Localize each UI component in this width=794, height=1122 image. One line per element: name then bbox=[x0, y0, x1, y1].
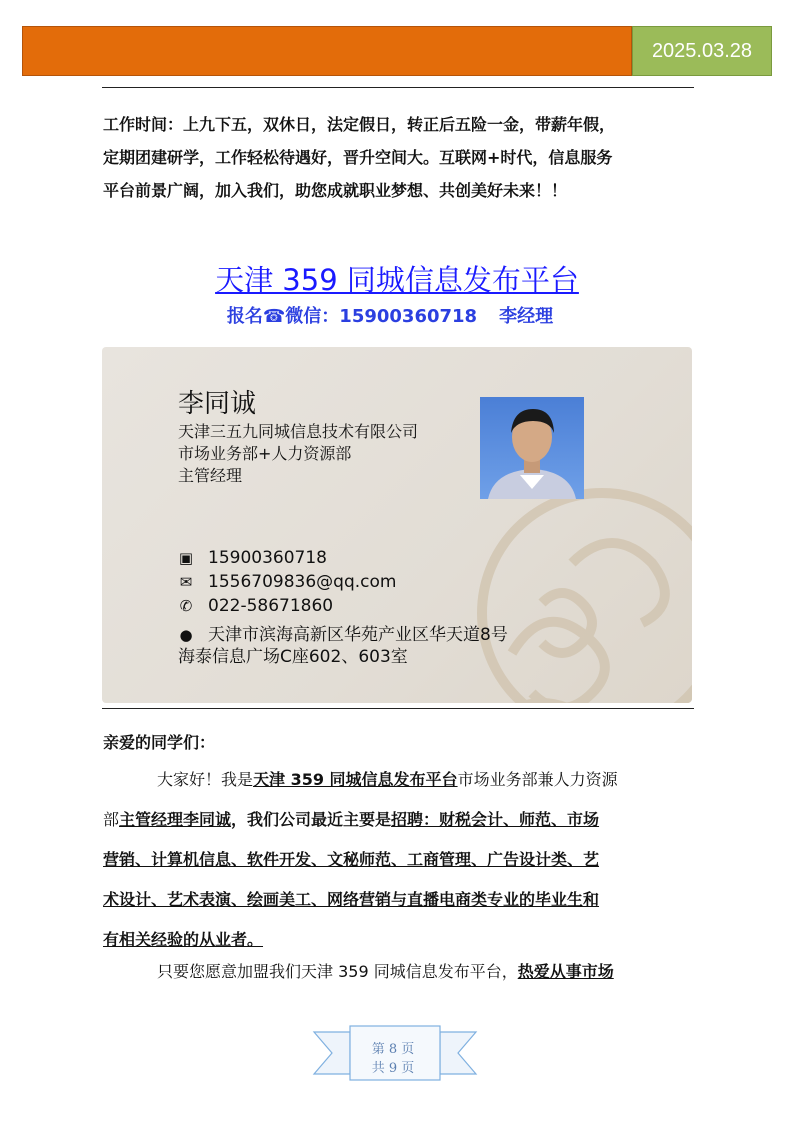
page-current: 第 8 页 bbox=[371, 1042, 415, 1057]
card-address-row-2 bbox=[178, 642, 408, 667]
letter-line: 有相关经验的从业者。 bbox=[103, 930, 264, 949]
card-address-line1: 天津市滨海高新区华苑产业区华天道8号 bbox=[208, 625, 508, 645]
card-mobile-row bbox=[178, 548, 327, 568]
card-phone-row bbox=[178, 596, 333, 616]
business-card-image bbox=[102, 347, 692, 703]
letter-paragraph-1 bbox=[103, 760, 683, 960]
phone-icon: ✆ bbox=[179, 597, 193, 615]
recruit-emphasis: 招聘：财税会计、师范、市场 bbox=[391, 810, 600, 829]
intro-line: 工作时间：上九下五，双休日，法定假日，转正后五险一金，带薪年假， bbox=[103, 115, 616, 134]
card-mobile: 15900360718 bbox=[208, 548, 327, 568]
card-position: 主管经理 bbox=[178, 466, 243, 485]
card-department: 市场业务部+人力资源部 bbox=[178, 444, 352, 463]
signup-wechat: 报名☎微信：15900360718 bbox=[226, 306, 478, 327]
platform-title-link[interactable]: 天津 359 同城信息发布平台 bbox=[215, 263, 579, 297]
intro-paragraph bbox=[103, 108, 683, 207]
platform-name-emphasis: 天津 359 同城信息发布平台 bbox=[253, 770, 458, 789]
location-icon: ● bbox=[179, 626, 193, 644]
card-address-line2: 海泰信息广场C座602、603室 bbox=[178, 647, 408, 667]
intro-line: 定期团建研学，工作轻松待遇好，晋升空间大。互联网+时代，信息服务 bbox=[103, 148, 613, 167]
mail-icon: ✉ bbox=[179, 573, 193, 591]
mobile-icon: ▣ bbox=[178, 549, 194, 567]
header-divider bbox=[102, 87, 694, 88]
card-email: 1556709836@qq.com bbox=[208, 572, 397, 592]
letter-paragraph-2 bbox=[103, 952, 683, 992]
header-bar bbox=[22, 26, 632, 76]
intro-line: 平台前景广阔，加入我们，助您成就职业梦想、共创美好未来！！ bbox=[103, 181, 568, 200]
letter-line: 部主管经理李同诚，我们公司最近主要是招聘：财税会计、师范、市场 bbox=[103, 810, 600, 829]
page-total: 共 9 页 bbox=[371, 1061, 415, 1076]
card-phone: 022-58671860 bbox=[208, 596, 334, 616]
letter-line: 术设计、艺术表演、绘画美工、网络营销与直播电商类专业的毕业生和 bbox=[103, 890, 600, 909]
signup-contact-name: 李经理 bbox=[499, 306, 554, 327]
card-email-row bbox=[178, 572, 396, 592]
letter-greeting: 亲爱的同学们： bbox=[103, 733, 216, 752]
header-date: 2025.03.28 bbox=[632, 26, 772, 76]
section-divider bbox=[102, 708, 694, 709]
card-company: 天津三五九同城信息技术有限公司 bbox=[178, 422, 419, 441]
passion-emphasis: 热爱从事市场 bbox=[517, 962, 614, 981]
card-person-name: 李同诚 bbox=[178, 389, 257, 419]
letter-line: 营销、计算机信息、软件开发、文秘师范、工商管理、广告设计类、艺 bbox=[103, 850, 600, 869]
manager-name-emphasis: 主管经理李同诚 bbox=[119, 810, 232, 829]
signup-contact bbox=[0, 302, 780, 328]
profile-photo bbox=[480, 397, 584, 499]
letter-line: 只要您愿意加盟我们天津 359 同城信息发布平台，热爱从事市场 bbox=[157, 962, 614, 981]
letter-line: 大家好！我是天津 359 同城信息发布平台市场业务部兼人力资源 bbox=[157, 770, 618, 789]
page-number bbox=[358, 1040, 428, 1078]
